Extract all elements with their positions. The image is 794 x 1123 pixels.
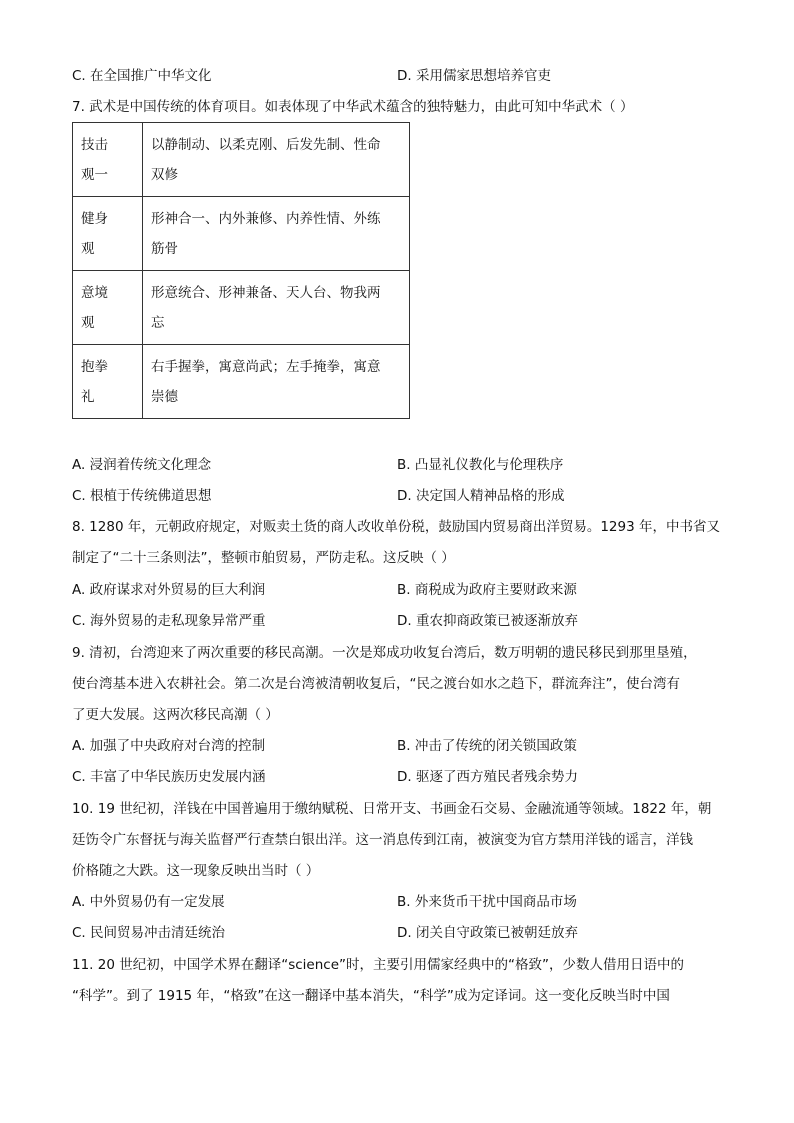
q6-option-d: D. 采用儒家思想培养官吏 xyxy=(397,68,551,84)
q8-option-b: B. 商税成为政府主要财政来源 xyxy=(397,582,577,598)
q10-option-b: B. 外来货币干扰中国商品市场 xyxy=(397,894,577,910)
wushu-table xyxy=(72,122,410,419)
q9-option-a: A. 加强了中央政府对台湾的控制 xyxy=(72,738,266,754)
table-key-cell xyxy=(73,271,143,345)
table-value-text: 双修 xyxy=(151,166,178,183)
q7-option-a: A. 浸润着传统文化理念 xyxy=(72,457,212,473)
q9-option-d: D. 驱逐了西方殖民者残余势力 xyxy=(397,769,578,785)
q8-option-c: C. 海外贸易的走私现象异常严重 xyxy=(72,613,266,629)
q6-option-c: C. 在全国推广中华文化 xyxy=(72,68,212,84)
table-value-text: 筋骨 xyxy=(151,240,178,257)
table-key-cell xyxy=(73,123,143,197)
table-key-cell xyxy=(73,197,143,271)
q9-option-c: C. 丰富了中华民族历史发展内涵 xyxy=(72,769,266,785)
q9-option-b: B. 冲击了传统的闭关锁国政策 xyxy=(397,738,577,754)
q10-option-a: A. 中外贸易仍有一定发展 xyxy=(72,894,225,910)
q10-option-d: D. 闭关自守政策已被朝廷放弃 xyxy=(397,925,578,941)
q11-stem-line-2: “科学”。到了 1915 年，“格致”在这一翻译中基本消失，“科学”成为定译词。这一变化反映当时中国 xyxy=(72,988,670,1004)
q8-option-a: A. 政府谋求对外贸易的巨大利润 xyxy=(72,582,266,598)
q7-option-b: B. 凸显礼仪教化与伦理秩序 xyxy=(397,457,564,473)
table-value-text: 崇德 xyxy=(151,388,178,405)
table-row xyxy=(73,345,410,419)
table-value-text: 形意统合、形神兼备、天人台、物我两 xyxy=(151,284,381,301)
q9-stem-line-1: 9. 清初，台湾迎来了两次重要的移民高潮。一次是郑成功收复台湾后，数万明朝的遗民移民到那里垦殖， xyxy=(72,645,697,661)
table-key-text: 意境 xyxy=(81,284,108,301)
table-value-cell xyxy=(143,345,410,419)
q8-stem-line-1: 8. 1280 年，元朝政府规定，对贩卖土货的商人改收单份税，鼓励国内贸易商出洋贸易。1293 年，中书省又 xyxy=(72,519,720,535)
q8-stem-line-2: 制定了“二十三条则法”，整顿市舶贸易，严防走私。这反映（ ） xyxy=(72,550,455,566)
q9-stem-line-3: 了更大发展。这两次移民高潮（ ） xyxy=(72,707,279,723)
q10-option-c: C. 民间贸易冲击清廷统治 xyxy=(72,925,226,941)
q10-stem-line-2: 廷饬令广东督抚与海关监督严行查禁白银出洋。这一消息传到江南，被演变为官方禁用洋钱的谣言，洋钱 xyxy=(72,832,693,848)
table-key-text: 健身 xyxy=(81,210,108,227)
table-key-text: 观一 xyxy=(81,166,108,183)
q11-stem-line-1: 11. 20 世纪初，中国学术界在翻译“science”时，主要引用儒家经典中的“格致”，少数人借用日语中的 xyxy=(72,957,685,973)
table-key-text: 抱拳 xyxy=(81,358,108,375)
table-row xyxy=(73,123,410,197)
q8-option-d: D. 重农抑商政策已被逐渐放弃 xyxy=(397,613,578,629)
q10-stem-line-1: 10. 19 世纪初，洋钱在中国普遍用于缴纳赋税、日常开支、书画金石交易、金融流通等领域。1822 年，朝 xyxy=(72,801,712,817)
table-value-cell xyxy=(143,123,410,197)
table-key-text: 观 xyxy=(81,240,95,257)
table-key-text: 礼 xyxy=(81,388,95,405)
table-value-cell xyxy=(143,197,410,271)
q7-stem: 7. 武术是中国传统的体育项目。如表体现了中华武术蕴含的独特魅力，由此可知中华武术（ ） xyxy=(72,99,634,115)
table-value-text: 右手握拳，寓意尚武；左手掩拳，寓意 xyxy=(151,358,381,375)
table-row xyxy=(73,197,410,271)
table-value-text: 形神合一、内外兼修、内养性情、外练 xyxy=(151,210,381,227)
table-row xyxy=(73,271,410,345)
q10-stem-line-3: 价格随之大跌。这一现象反映出当时（ ） xyxy=(72,863,320,879)
table-key-text: 观 xyxy=(81,314,95,331)
q7-option-d: D. 决定国人精神品格的形成 xyxy=(397,488,565,504)
q7-option-c: C. 根植于传统佛道思想 xyxy=(72,488,212,504)
table-key-text: 技击 xyxy=(81,136,108,153)
table-value-text: 以静制动、以柔克刚、后发先制、性命 xyxy=(151,136,381,153)
table-key-cell xyxy=(73,345,143,419)
table-value-cell xyxy=(143,271,410,345)
q9-stem-line-2: 使台湾基本进入农耕社会。第二次是台湾被清朝收复后，“民之渡台如水之趋下，群流奔注”，使台湾有 xyxy=(72,676,680,692)
table-value-text: 忘 xyxy=(151,314,165,331)
